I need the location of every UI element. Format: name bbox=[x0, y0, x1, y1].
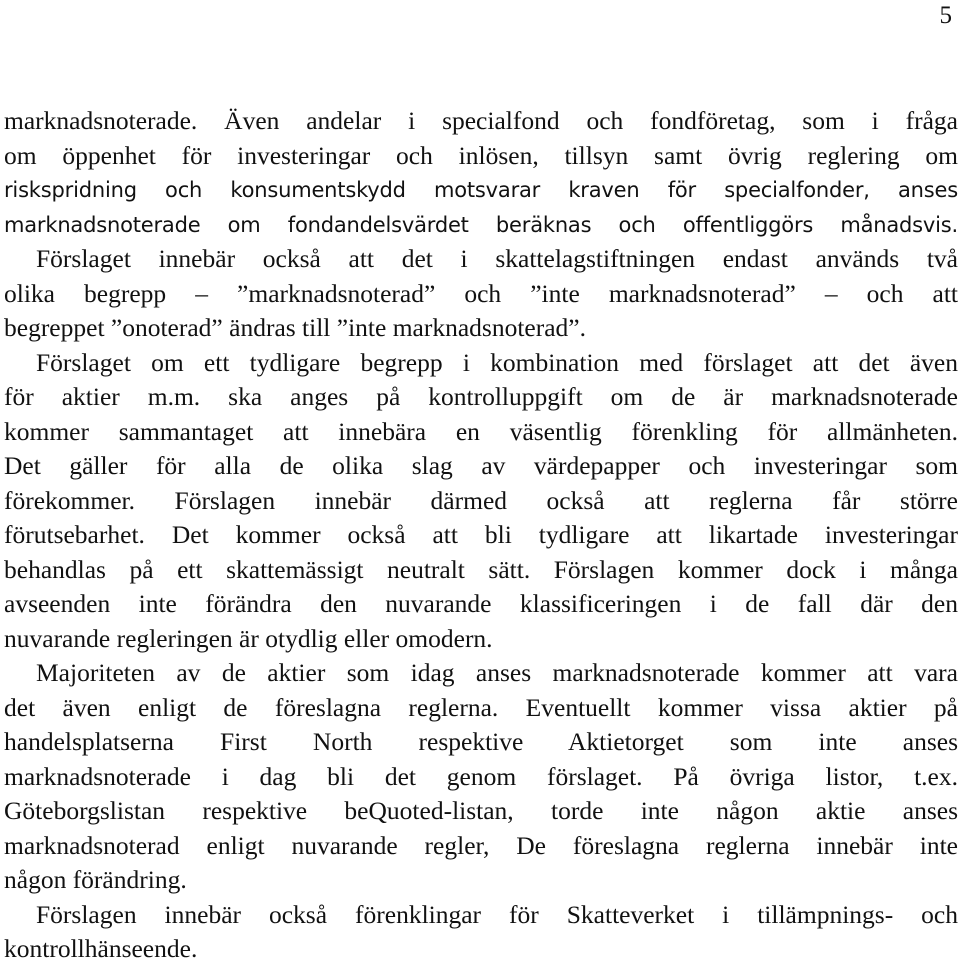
text-line: behandlas på ett skattemässigt neutralt sätt. Förslagen kommer dock i många bbox=[4, 555, 958, 584]
text-line: marknadsnoterade. Även andelar i specialfond och fondföretag, som i fråga bbox=[4, 106, 958, 135]
text-line: marknadsnoterade i dag bli det genom förslaget. På övriga listor, t.ex. bbox=[4, 762, 958, 791]
text-line: marknadsnoterad enligt nuvarande regler, De föreslagna reglerna innebär inte bbox=[4, 831, 958, 860]
text-line: om öppenhet för investeringar och inlösen, tillsyn samt övrig reglering om bbox=[4, 141, 958, 170]
text-line: Majoriteten av de aktier som idag anses marknadsnoterade kommer att vara bbox=[36, 658, 958, 687]
text-line: riskspridning och konsumentskydd motsvarar kraven för specialfonder, anses bbox=[4, 178, 958, 202]
text-line: Förslaget om ett tydligare begrepp i kombination med förslaget att det även bbox=[36, 348, 958, 377]
text-line: handelsplatserna First North respektive Aktietorget som inte anses bbox=[4, 727, 958, 756]
text-line: förutsebarhet. Det kommer också att bli tydligare att likartade investeringar bbox=[4, 520, 958, 549]
text-line: Det gäller för alla de olika slag av värdepapper och investeringar som bbox=[4, 451, 958, 480]
text-line: Förslaget innebär också att det i skattelagstiftningen endast används två bbox=[36, 244, 958, 273]
text-line: för aktier m.m. ska anges på kontrolluppgift om de är marknadsnoterade bbox=[4, 382, 958, 411]
page-number: 5 bbox=[939, 2, 952, 29]
text-line: avseenden inte förändra den nuvarande klassificeringen i de fall där den bbox=[4, 589, 958, 618]
text-line: olika begrepp – ”marknadsnoterad” och ”inte marknadsnoterad” – och att bbox=[4, 279, 958, 308]
text-line: kommer sammantaget att innebära en väsentlig förenkling för allmänheten. bbox=[4, 417, 958, 446]
text-line: begreppet ”onoterad” ändras till ”inte marknadsnoterad”. bbox=[4, 313, 586, 342]
text-line: Förslagen innebär också förenklingar för Skatteverket i tillämpnings- och bbox=[36, 900, 958, 929]
text-line: kontrollhänseende. bbox=[4, 934, 198, 963]
text-line: nuvarande regleringen är otydlig eller omodern. bbox=[4, 624, 493, 653]
text-line: Göteborgslistan respektive beQuoted-listan, torde inte någon aktie anses bbox=[4, 796, 958, 825]
text-line: det även enligt de föreslagna reglerna. Eventuellt kommer vissa aktier på bbox=[4, 693, 958, 722]
text-line: någon förändring. bbox=[4, 865, 187, 894]
text-line: förekommer. Förslagen innebär därmed också att reglerna får större bbox=[4, 486, 958, 515]
text-line: marknadsnoterade om fondandelsvärdet beräknas och offentliggörs månadsvis. bbox=[4, 213, 958, 237]
